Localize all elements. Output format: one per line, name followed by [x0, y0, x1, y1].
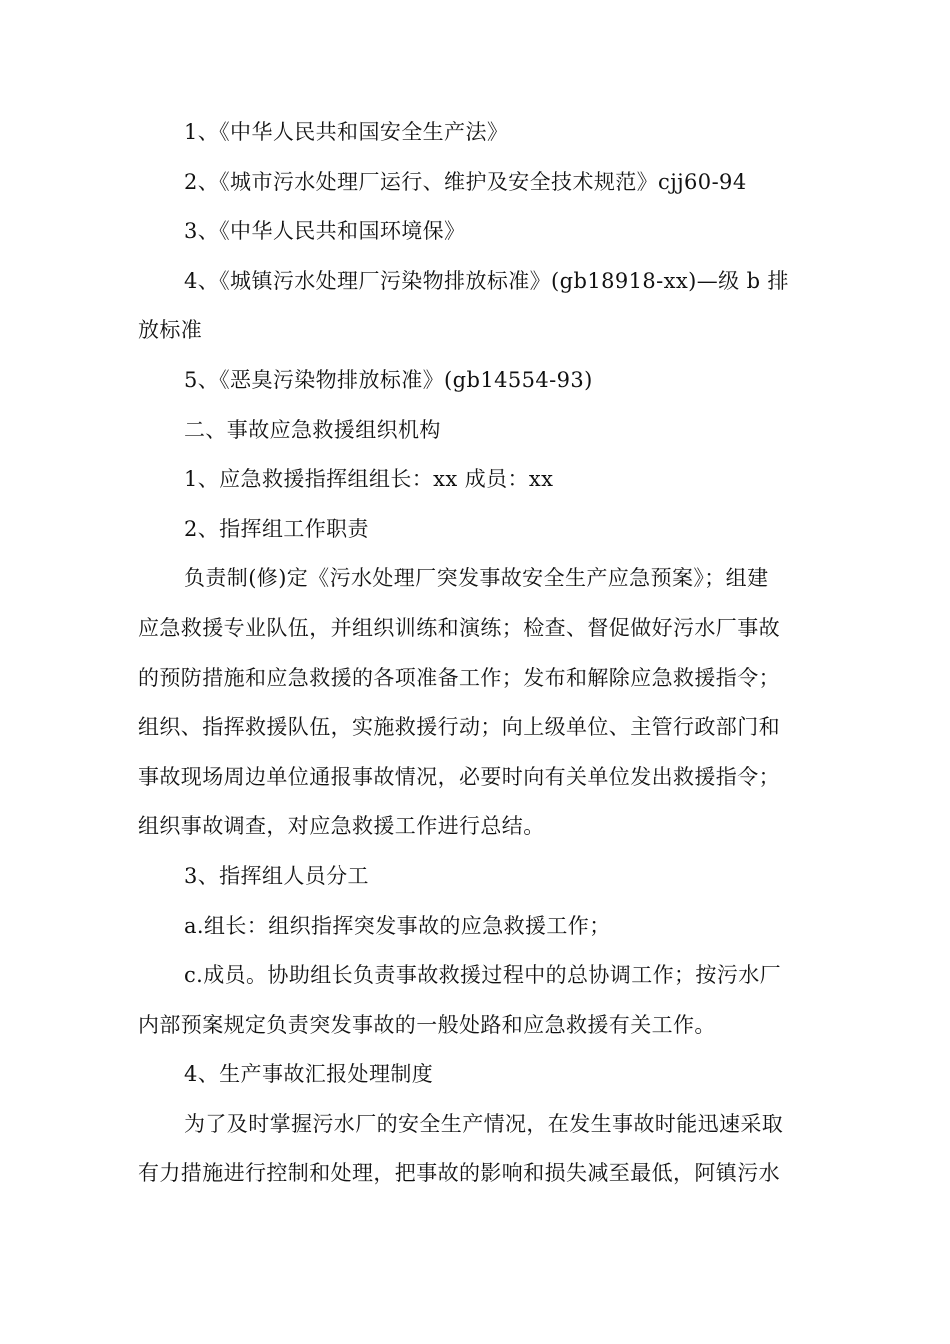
- paragraph-duties-line-4: 组织、指挥救援队伍，实施救援行动；向上级单位、主管行政部门和: [138, 715, 780, 740]
- list-item-2: 2、《城市污水处理厂运行、维护及安全技术规范》cjj60-94: [184, 169, 747, 194]
- role-members-line-1: c.成员。协助组长负责事故救援过程中的总协调工作；按污水厂: [184, 963, 782, 988]
- list-item-1: 1、《中华人民共和国安全生产法》: [184, 120, 509, 144]
- paragraph-duties-line-3: 的预防措施和应急救援的各项准备工作；发布和解除应急救援指令；: [138, 665, 780, 690]
- paragraph-reporting-line-2: 有力措施进行控制和处理，把事故的影响和损失减至最低，阿镇污水: [138, 1161, 780, 1186]
- subsection-3: 3、指挥组人员分工: [184, 863, 369, 888]
- list-item-4-continued: 放标准: [138, 318, 203, 343]
- subsection-4: 4、生产事故汇报处理制度: [184, 1062, 434, 1087]
- paragraph-duties-line-5: 事故现场周边单位通报事故情况，必要时向有关单位发出救援指令；: [138, 764, 780, 789]
- subsection-2: 2、指挥组工作职责: [184, 516, 369, 541]
- role-members-line-2: 内部预案规定负责突发事故的一般处路和应急救援有关工作。: [138, 1012, 716, 1037]
- paragraph-reporting-line-1: 为了及时掌握污水厂的安全生产情况，在发生事故时能迅速采取: [184, 1111, 784, 1136]
- section-heading: 二、事故应急救援组织机构: [184, 417, 441, 442]
- list-item-5: 5、《恶臭污染物排放标准》(gb14554-93): [184, 367, 593, 392]
- document-page: [138, 108, 818, 1199]
- list-item-4: 4、《城镇污水处理厂污染物排放标准》(gb18918-xx)—级 b 排: [184, 268, 789, 293]
- subsection-1: 1、应急救援指挥组组长：xx 成员：xx: [184, 467, 554, 492]
- paragraph-duties-line-2: 应急救援专业队伍，并组织训练和演练；检查、督促做好污水厂事故: [138, 615, 780, 640]
- list-item-3: 3、《中华人民共和国环境保》: [184, 219, 466, 244]
- paragraph-duties-line-6: 组织事故调查，对应急救援工作进行总结。: [138, 814, 545, 839]
- role-leader: a.组长：组织指挥突发事故的应急救援工作；: [184, 913, 611, 938]
- paragraph-duties-line-1: 负责制(修)定《污水处理厂突发事故安全生产应急预案》；组建: [184, 566, 769, 591]
